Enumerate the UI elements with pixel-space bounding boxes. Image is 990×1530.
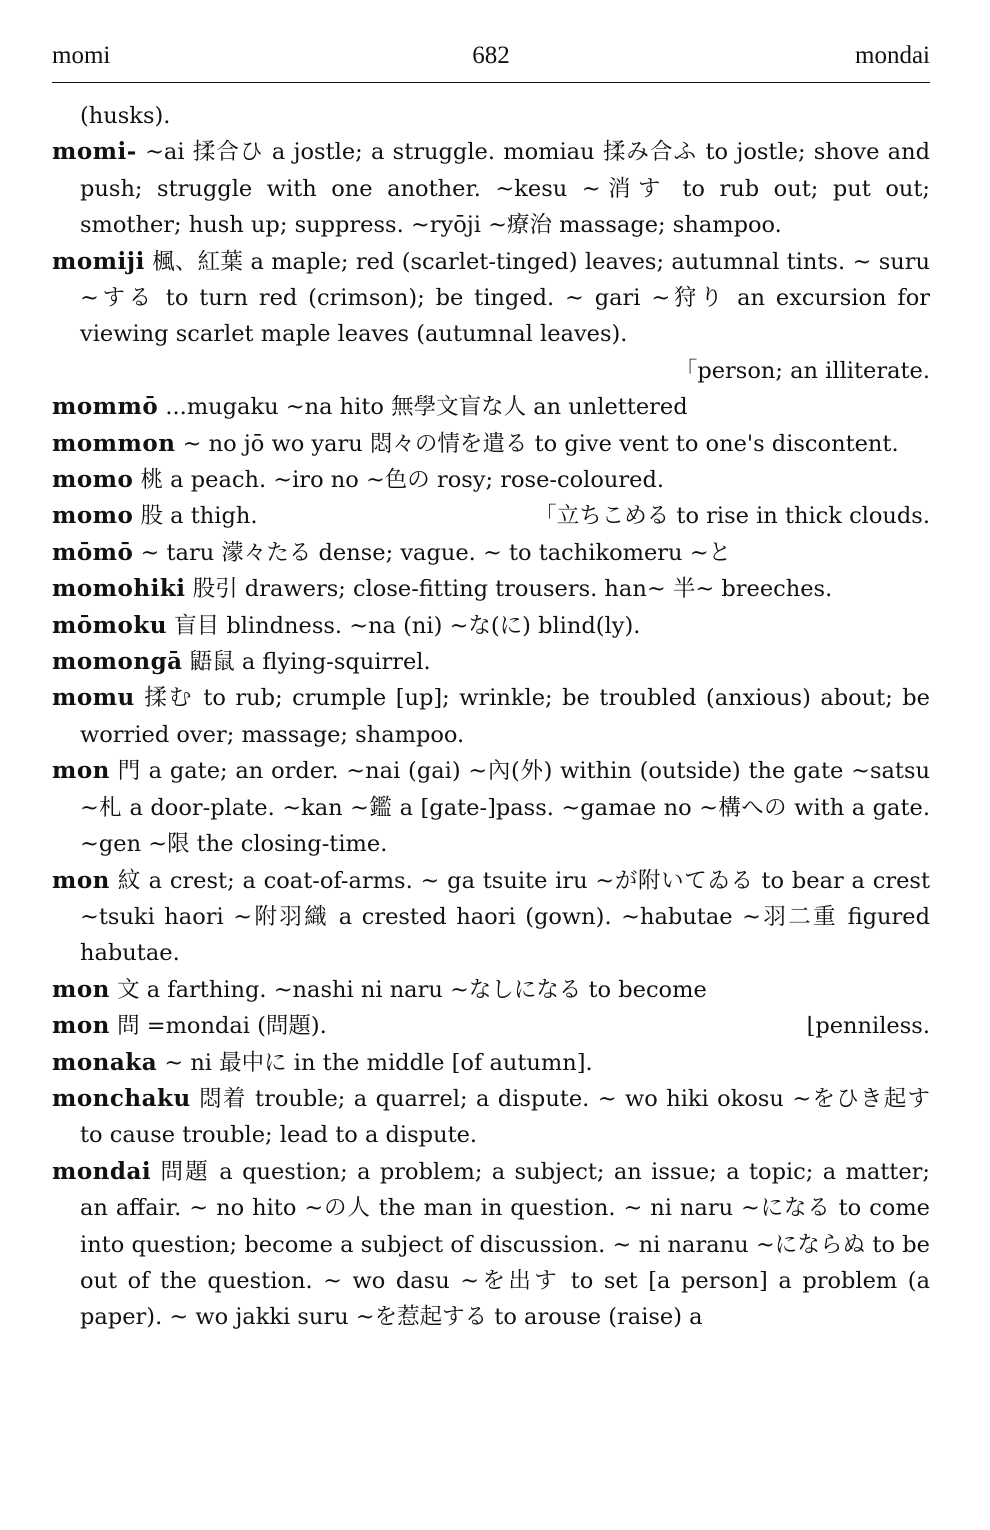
dictionary-entry	[52, 753, 930, 862]
entry-headword: momi-	[52, 138, 137, 166]
dictionary-entry	[52, 1081, 930, 1154]
dictionary-entry	[52, 244, 930, 353]
entry-text: 桃 a peach. ~iro no ~色の rosy; rose-coloured.	[140, 467, 665, 494]
page-number: 682	[472, 42, 510, 69]
entry-headword: mōmoku	[52, 611, 168, 639]
entry-headword: mon	[52, 757, 110, 785]
dictionary-entry	[52, 535, 930, 571]
dictionary-entry	[52, 644, 930, 680]
entry-headword: momiji	[52, 247, 145, 275]
entry-text: 盲目 blindness. ~na (ni) ~な(に) blind(ly).	[174, 612, 641, 639]
entry-text: 紋 a crest; a coat-of-arms. ~ ga tsuite iru ~が附いてゐる to bear a crest ~tsuki haori ~附羽織 a crested haori (gown). ~habutae ~羽二重 figured habutae.	[80, 867, 931, 967]
entry-text: 文 a farthing. ~nashi ni naru ~なしになる to become	[117, 976, 707, 1003]
overflow-text: 「立ちこめる to rise in thick clouds.	[534, 503, 930, 530]
header-rule	[52, 82, 930, 83]
entry-headword: monaka	[52, 1048, 158, 1076]
entry-headword: mommō	[52, 393, 159, 421]
entry-text: 問題 a question; a problem; a subject; an issue; a topic; a matter; an affair. ~ no hito ~の人 the man in question. ~ ni naru ~になる to come into question; become a subject of discussion. ~ ni naranu ~にならぬ to be out of the question. ~ wo dasu ~を出す to set [a person] a problem (a paper). ~ wo jakki suru ~を惹起する to arouse (raise) a	[80, 1158, 930, 1331]
entry-headword: mon	[52, 975, 110, 1003]
dictionary-entry	[52, 426, 930, 462]
dictionary-entry	[52, 389, 930, 425]
entry-headword: mōmō	[52, 538, 134, 566]
entry-headword: momo	[52, 466, 134, 494]
entry-text: 楓、紅葉 a maple; red (scarlet-tinged) leaves; autumnal tints. ~ suru ~する to turn red (crimson); be tinged. ~ gari ~狩り an excursion for viewing scarlet maple leaves (autumnal leaves).	[80, 248, 930, 348]
overflow-text: 「person; an illiterate.	[674, 357, 930, 384]
header-left-guide-word: momi	[52, 42, 111, 69]
entry-text: 問 =mondai (問題).	[117, 1013, 327, 1040]
entry-headword: momohiki	[52, 575, 186, 603]
dictionary-entry	[52, 608, 930, 644]
dictionary-entry	[52, 571, 930, 607]
dictionary-entry	[52, 1154, 930, 1336]
entry-text: 股引 drawers; close-fitting trousers. han~ 半~ breeches.	[192, 576, 833, 603]
entry-headword: mon	[52, 1012, 110, 1040]
dictionary-entry	[52, 863, 930, 972]
dictionary-entry	[52, 98, 930, 134]
entry-headword: monchaku	[52, 1084, 191, 1112]
overflow-line	[52, 353, 930, 389]
dictionary-entry	[52, 498, 930, 534]
entry-text: ~ taru 濛々たる dense; vague. ~ to tachikomeru ~と	[140, 539, 732, 566]
entry-text: (husks).	[80, 103, 171, 129]
entry-headword: momo	[52, 502, 134, 530]
dictionary-entry	[52, 1008, 930, 1044]
entry-headword: mon	[52, 866, 110, 894]
entry-text: 鼯鼠 a flying-squirrel.	[189, 649, 431, 676]
entry-list	[52, 98, 930, 1336]
entry-text: ~ no jō wo yaru 悶々の情を遣る to give vent to one's discontent.	[182, 430, 899, 457]
entry-headword: momu	[52, 684, 135, 712]
entry-text: 門 a gate; an order. ~nai (gai) ~內(外) within (outside) the gate ~satsu ~札 a door-plate. ~kan ~鑑 a [gate-]pass. ~gamae no ~構への with a gate. ~gen ~限 the closing-time.	[80, 758, 930, 858]
entry-headword: mondai	[52, 1157, 152, 1185]
dictionary-entry	[52, 134, 930, 243]
entry-text: 股 a thigh.	[140, 503, 258, 530]
dictionary-entry	[52, 972, 930, 1008]
overflow-text: ⌊penniless.	[806, 1013, 930, 1040]
dictionary-entry	[52, 1045, 930, 1081]
entry-text: ~ai 揉合ひ a jostle; a struggle. momiau 揉み合ふ to jostle; shove and push; struggle with one another. ~kesu ~消す to rub out; put out; smother; hush up; suppress. ~ryōji ~療治 massage; shampoo.	[80, 139, 930, 239]
entry-headword: momongā	[52, 648, 183, 676]
header-right-guide-word: mondai	[855, 42, 930, 69]
entry-headword: mommon	[52, 429, 176, 457]
dictionary-entry	[52, 462, 930, 498]
entry-text: ~ ni 最中に in the middle [of autumn].	[164, 1049, 593, 1076]
page-header	[52, 42, 930, 72]
entry-text: ...mugaku ~na hito 無學文盲な人 an unlettered	[165, 394, 688, 421]
entry-text: 揉む to rub; crumple [up]; wrinkle; be troubled (anxious) about; be worried over; massage; shampoo.	[80, 685, 930, 748]
dictionary-entry	[52, 680, 930, 753]
entry-text: 悶着 trouble; a quarrel; a dispute. ~ wo hiki okosu ~をひき起す to cause trouble; lead to a dispute.	[80, 1085, 930, 1149]
